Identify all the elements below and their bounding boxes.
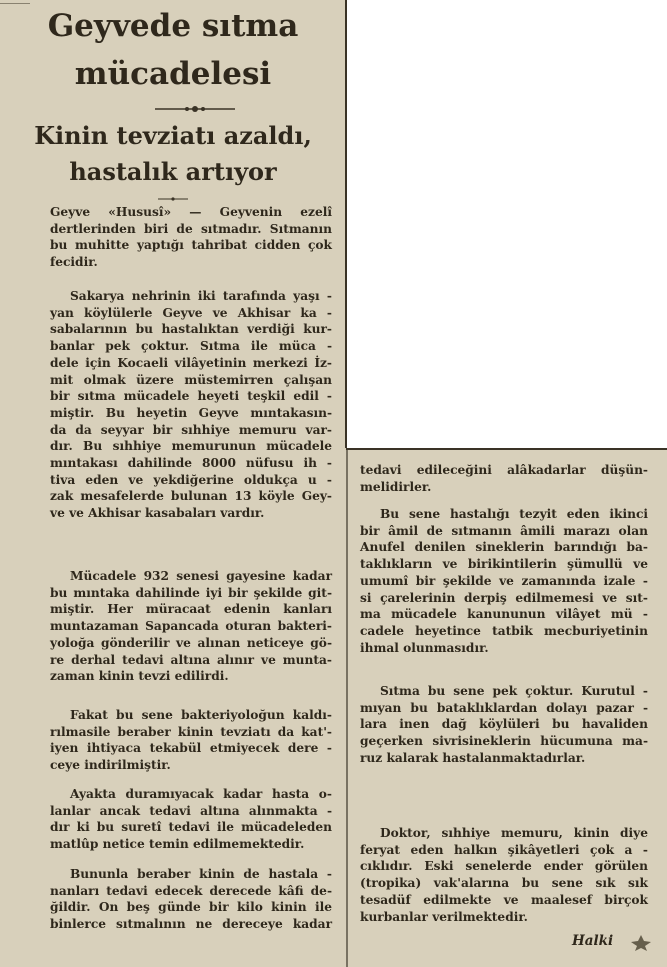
text-line: ve ve Akhisar kasabaları vardır. [50,506,265,521]
text-line: mit olmak üzere müstemirren çalışan [50,372,332,387]
text-line: lanlar ancak tedavi altına alınmakta - [50,803,332,818]
paragraph-intro [50,204,332,271]
text-line: ğildir. On beş günde bir kilo kinin ile [50,900,332,915]
text-line: miştir. Bu heyetin Geyve mıntakasın- [50,405,332,420]
text-line: da da seyyar bir sıhhiye memuru var- [50,422,332,437]
text-line: dır ki bu suretî tedavi ile mücadeleden [50,820,332,835]
text-line: dele için Kocaeli vilâyetinin merkezi İz- [50,355,332,370]
text-line: cadele heyetince tatbik mecburiyetinin [360,623,648,638]
text-line: dır. Bu sıhhiye memurunun mücadele [50,439,332,454]
text-line: tiva eden ve yekdiğerine oldukça u - [50,472,332,487]
text-line: banlar pek çoktur. Sıtma ile müca - [50,339,332,354]
paragraph-mucadele [50,568,332,685]
text-line: Fakat bu sene bakteriyoloğun kaldı- [70,708,332,722]
text-line: binlerce sıtmalının ne dereceye kadar [50,917,332,932]
signature-ornament-icon [630,934,652,952]
text-line: si çarelerinin derpiş edilmemesi ve sıt- [360,590,648,605]
text-line: bu muhitte yaptığı tahribat cidden çok [50,238,332,253]
text-line: Geyve «Hususî» — Geyvenin ezelî [50,205,332,219]
headline-line-1: Geyvede sıtma [47,8,299,44]
text-line: bir âmil de sıtmanın âmili marazı olan [360,523,648,538]
text-line: Ayakta duramıyacak kadar hasta o- [70,787,332,801]
text-line: bir sıtma mücadele heyeti teşkil edil - [50,389,332,404]
subheadline [0,118,346,190]
text-line: taklıkların ve birikintilerin şümullü ve [360,557,648,572]
text-line: Anufel denilen sineklerin barındığı ba- [360,540,648,555]
text-line: bu mıntaka dahilinde iyi bir şekilde git- [50,585,332,600]
text-line: mıntakası dahilinde 8000 nüfusu ih - [50,456,332,471]
text-line: sabalarının bu hastalıktan verdiği kur- [50,322,332,337]
text-line: ma mücadele kanununun vilâyet mü - [360,607,648,622]
text-line: Sıtma bu sene pek çoktur. Kurutul - [380,684,648,698]
text-line: rılmasile beraber kinin tevziatı da kat'- [50,724,332,739]
subheadline-line-2: hastalık artıyor [69,157,277,186]
text-line: nanları tedavi edecek derecede kâfi de- [50,883,332,898]
text-line: yan köylülerle Geyve ve Akhisar ka - [50,305,332,320]
text-line: dertlerinden biri de sıtmadır. Sıtmanın [50,221,332,236]
text-line: feryat eden halkın şikâyetleri çok a - [360,842,648,857]
text-line: Bununla beraber kinin de hastala - [70,867,332,881]
text-line: kurbanlar verilmektedir. [360,909,528,924]
paragraph-sakarya [50,288,332,522]
text-line: geçerken sivrisineklerin hücumuna ma- [360,734,648,749]
text-line: tesadüf edilmekte ve maalesef birçok [360,892,648,907]
text-line: melidirler. [360,479,432,494]
text-line: Mücadele 932 senesi gayesine kadar [70,569,332,583]
column-rule-lower [346,448,348,967]
text-line: fecidir. [50,255,98,270]
paragraph-continued [360,462,648,495]
text-line: ihmal olunmasıdır. [360,640,489,655]
title-ornament [155,104,235,114]
headline-line-2: mücadelesi [74,56,272,92]
signature: Halki [572,933,614,949]
text-line: lara inen dağ köylüleri bu havaliden [360,717,648,732]
text-line: re derhal tedavi altına alınır ve munta- [50,652,332,667]
text-line: zaman kinin tevzi edilirdi. [50,669,229,684]
text-line: ruz kalarak hastalanmaktadırlar. [360,750,586,765]
text-line: zak mesafelerde bulunan 13 köyle Gey- [50,489,332,504]
text-line: Sakarya nehrinin iki tarafında yaşı - [70,289,332,303]
paragraph-ayakta [50,786,332,853]
text-line: cıklıdır. Eski senelerde ender görülen [360,859,648,874]
text-line: miştir. Her müracaat edenin kanları [50,602,332,617]
text-line: (tropika) vak'alarına bu sene sık sık [360,876,648,891]
paragraph-sitma-cok [360,683,648,767]
text-line: Doktor, sıhhiye memuru, kinin diye [380,826,648,840]
paragraph-doktor [360,825,648,925]
text-line: mıyan bu bataklıklardan dolayı pazar - [360,700,648,715]
text-line: ceye indirilmiştir. [50,758,171,773]
text-line: Bu sene hastalığı tezyit eden ikinci [380,507,648,521]
text-line: tedavi edileceğini alâkadarlar düşün- [360,463,648,477]
text-line: umumî bir şekilde ve zamanında izale - [360,573,648,588]
subheadline-line-1: Kinin tevziatı azaldı, [34,121,312,150]
text-line: yoloğa gönderilir ve alınan neticeye gö- [50,635,332,650]
text-line: iyen ihtiyaca tekabül etmiyecek dere - [50,741,332,756]
paragraph-bununla [50,866,332,933]
text-line: muntazaman Sapancada oturan bakteri- [50,619,332,634]
headline [0,2,346,98]
text-line: matlûp netice temin edilmemektedir. [50,837,305,852]
paragraph-fakat [50,707,332,774]
paragraph-anufel [360,506,648,656]
subtitle-ornament [158,196,188,202]
column-rule-top-right [346,448,667,450]
